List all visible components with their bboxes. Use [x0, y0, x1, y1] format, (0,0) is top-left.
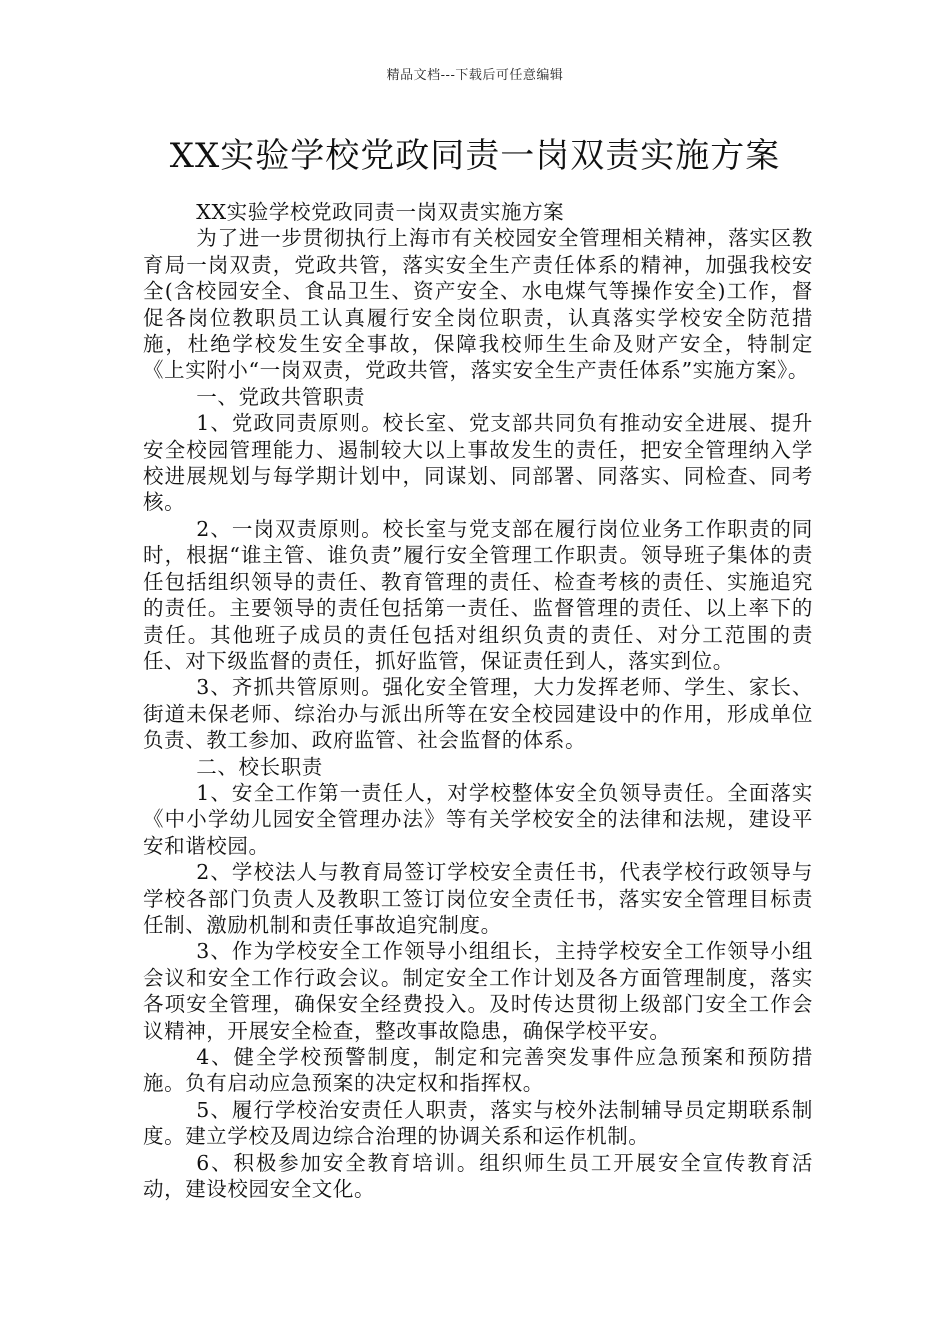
header-note: 精品文档---下载后可任意编辑 [386, 68, 564, 83]
body-paragraph: 1、党政同责原则。校长室、党支部共同负有推动安全进展、提升安全校园管理能力、遏制较大以上事故发生的责任，把安全管理纳入学校进展规划与每学期计划中，同谋划、同部署、同落实、同检查、同考核。 [143, 411, 813, 515]
body-paragraph: 2、一岗双责原则。校长室与党支部在履行岗位业务工作职责的同时，根据“谁主管、谁负责”履行安全管理工作职责。领导班子集体的责任包括组织领导的责任、教育管理的责任、检查考核的责任、实施追究的责任。主要领导的责任包括第一责任、监督管理的责任、以上率下的责任。其他班子成员的责任包括对组织负责的责任、对分工范围的责任、对下级监督的责任，抓好监管，保证责任到人，落实到位。 [143, 516, 813, 673]
body-paragraph: 1、安全工作第一责任人，对学校整体安全负领导责任。全面落实《中小学幼儿园安全管理办法》等有关学校安全的法律和法规，建设平安和谐校园。 [143, 780, 813, 858]
body-paragraph: 3、齐抓共管原则。强化安全管理，大力发挥老师、学生、家长、街道未保老师、综治办与派出所等在安全校园建设中的作用，形成单位负责、教工参加、政府监管、社会监督的体系。 [143, 675, 813, 753]
body-paragraph: 6、积极参加安全教育培训。组织师生员工开展安全宣传教育活动，建设校园安全文化。 [143, 1150, 813, 1202]
body-paragraph: 5、履行学校治安责任人职责，落实与校外法制辅导员定期联系制度。建立学校及周边综合治理的协调关系和运作机制。 [143, 1097, 813, 1149]
document-body [143, 199, 813, 1202]
section-heading: 一、党政共管职责 [196, 384, 366, 409]
body-paragraph: 3、作为学校安全工作领导小组组长，主持学校安全工作领导小组会议和安全工作行政会议。制定安全工作计划及各方面管理制度，落实各项安全管理，确保安全经费投入。及时传达贯彻上级部门安全工作会议精神，开展安全检查，整改事故隐患，确保学校平安。 [143, 939, 813, 1043]
section-heading: 二、校长职责 [196, 754, 323, 779]
body-paragraph: 2、学校法人与教育局签订学校安全责任书，代表学校行政领导与学校各部门负责人及教职工签订岗位安全责任书，落实安全管理目标责任制、激励机制和责任事故追究制度。 [143, 860, 813, 937]
body-paragraph: 4、健全学校预警制度，制定和完善突发事件应急预案和预防措施。负有启动应急预案的决定权和指挥权。 [143, 1045, 813, 1096]
intro-paragraph: 为了进一步贯彻执行上海市有关校园安全管理相关精神，落实区教育局一岗双责，党政共管，落实安全生产责任体系的精神，加强我校安全(含校园安全、食品卫生、资产安全、水电煤气等操作安全)工作，督促各岗位教职员工认真履行安全岗位职责，认真落实学校安全防范措施，杜绝学校发生安全事故，保障我校师生生命及财产安全，特制定《上实附小“一岗双责，党政共管，落实安全生产责任体系”实施方案》。 [143, 226, 813, 383]
document-title: XX实验学校党政同责一岗双责实施方案 [169, 136, 781, 176]
subtitle-paragraph: XX实验学校党政同责一岗双责实施方案 [196, 200, 565, 224]
